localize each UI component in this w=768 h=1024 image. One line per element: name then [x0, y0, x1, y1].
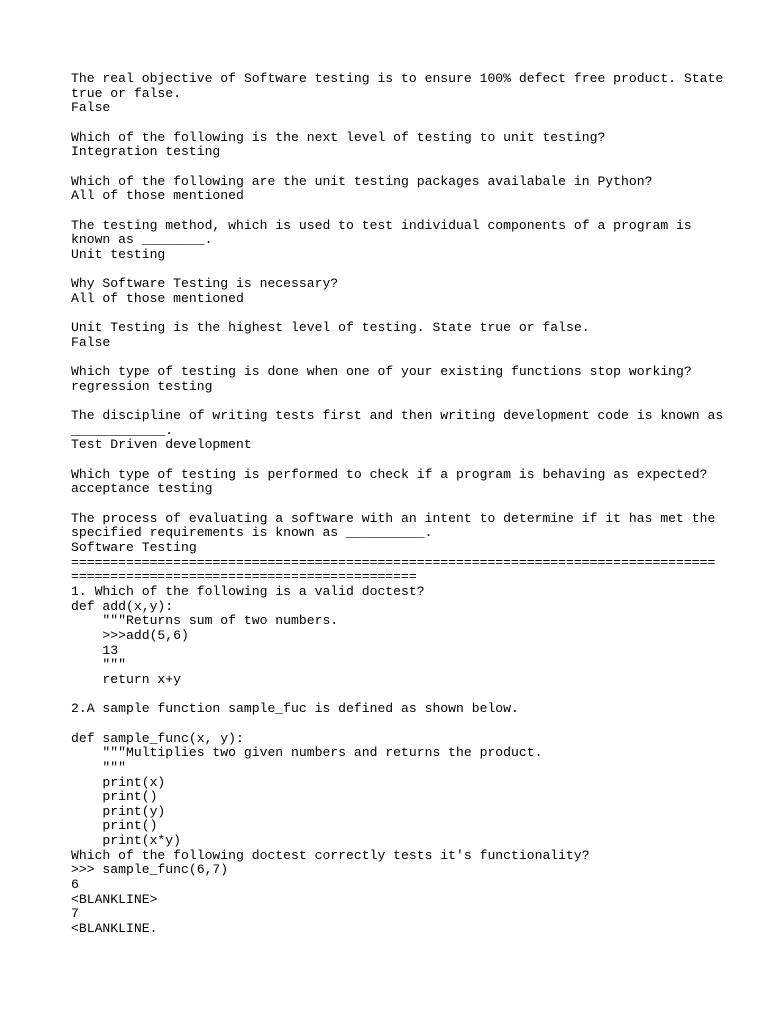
- code-line: <BLANKLINE.: [71, 921, 158, 937]
- document-page: [71, 71, 724, 937]
- code-line: 13: [71, 642, 119, 658]
- text-line: known as ________.: [71, 232, 213, 248]
- text-line: specified requirements is known as __________.: [71, 525, 433, 541]
- code-line: <BLANKLINE>: [71, 891, 158, 907]
- text-line: False: [71, 100, 111, 116]
- text-line: true or false.: [71, 85, 182, 101]
- code-line: print(x*y): [71, 833, 182, 849]
- code-line: return x+y: [71, 671, 182, 687]
- text-line: Integration testing: [71, 144, 221, 160]
- code-line: >>> sample_func(6,7): [71, 862, 229, 878]
- text-line: regression testing: [71, 378, 213, 394]
- separator-line: ============================================: [71, 569, 417, 585]
- text-line: Which of the following doctest correctly tests it's functionality?: [71, 847, 590, 863]
- text-line: ____________.: [71, 422, 174, 438]
- text-line: Which of the following is the next level of testing to unit testing?: [71, 129, 606, 145]
- code-line: """Returns sum of two numbers.: [71, 613, 339, 629]
- text-line: False: [71, 334, 111, 350]
- blank-line: [71, 394, 711, 409]
- text-line: All of those mentioned: [71, 188, 244, 204]
- text-line: Unit testing: [71, 246, 166, 262]
- text-line: The process of evaluating a software with an intent to determine if it has met the: [71, 510, 716, 526]
- text-line: Unit Testing is the highest level of testing. State true or false.: [71, 320, 590, 336]
- text-line: Software Testing: [71, 540, 197, 555]
- code-line: """: [71, 759, 127, 775]
- text-line: Test Driven development: [71, 437, 252, 453]
- blank-line: [71, 116, 711, 131]
- blank-line: [71, 160, 711, 175]
- blank-line: [71, 688, 711, 703]
- blank-line: [71, 263, 711, 278]
- code-line: def sample_func(x, y):: [71, 730, 244, 746]
- text-line: Which of the following are the unit testing packages availabale in Python?: [71, 173, 653, 189]
- text-line: The real objective of Software testing is to ensure 100% defect free product. State: [71, 71, 724, 86]
- blank-line: [71, 307, 711, 322]
- text-line: 2.A sample function sample_fuc is defined as shown below.: [71, 701, 519, 717]
- code-line: print(y): [71, 803, 166, 819]
- text-line: acceptance testing: [71, 481, 213, 497]
- text-line: Which type of testing is performed to check if a program is behaving as expected?: [71, 466, 708, 482]
- code-line: print(): [71, 789, 158, 805]
- blank-line: [71, 350, 711, 365]
- code-line: def add(x,y):: [71, 598, 174, 614]
- text-line: Why Software Testing is necessary?: [71, 276, 339, 292]
- blank-line: [71, 204, 711, 219]
- code-line: 7: [71, 906, 79, 922]
- separator-line: ==================================================================================: [71, 554, 716, 570]
- code-line: print(): [71, 818, 158, 834]
- code-line: """: [71, 657, 127, 673]
- code-line: """Multiplies two given numbers and returns the product.: [71, 745, 543, 761]
- blank-line: [71, 717, 711, 732]
- text-line: 1. Which of the following is a valid doctest?: [71, 583, 425, 599]
- text-line: The testing method, which is used to test individual components of a program is: [71, 217, 692, 233]
- blank-line: [71, 497, 711, 512]
- code-line: 6: [71, 877, 79, 893]
- code-line: print(x): [71, 774, 166, 790]
- blank-line: [71, 453, 711, 468]
- text-line: The discipline of writing tests first and then writing development code is known as: [71, 408, 724, 424]
- code-line: >>>add(5,6): [71, 627, 189, 643]
- text-line: Which type of testing is done when one of your existing functions stop working?: [71, 364, 692, 380]
- text-line: All of those mentioned: [71, 290, 244, 306]
